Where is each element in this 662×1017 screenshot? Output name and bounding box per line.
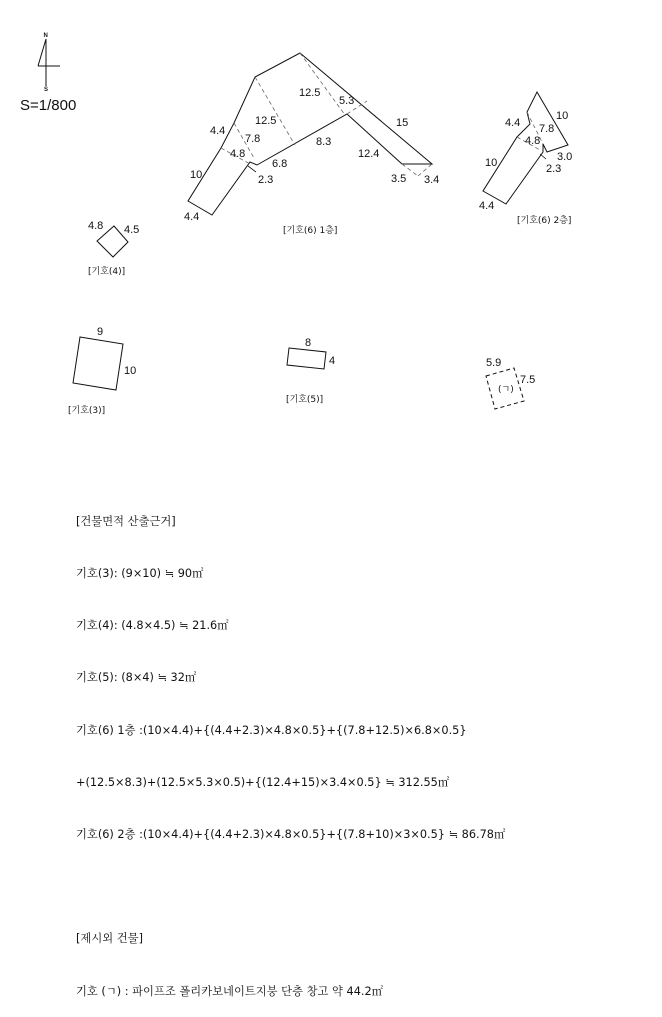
area-calculation-notes (76, 478, 505, 1017)
building-5 (286, 337, 335, 405)
dim-label: 10 (124, 365, 137, 377)
dim-label: 10 (190, 169, 203, 181)
notes-title-area-basis: [건물면적 산출근거] (76, 514, 176, 528)
dim-label: 4.8 (230, 148, 246, 160)
compass-north: N (43, 33, 48, 39)
building-6-floor2 (479, 92, 572, 226)
note-line: 기호(3): (9×10) ≒ 90㎡ (76, 567, 204, 581)
scale-label: S=1/800 (20, 97, 77, 114)
dim-label: 12.5 (255, 115, 277, 127)
note-line: 기호(4): (4.8×4.5) ≒ 21.6㎡ (76, 619, 229, 633)
dim-label: 3.5 (391, 173, 407, 185)
dim-label: 7.5 (520, 374, 536, 386)
building-3-label: [기호(3)] (68, 406, 106, 416)
dim-label: 10 (556, 110, 569, 122)
dim-label: 10 (485, 157, 498, 169)
north-arrow-icon (38, 39, 60, 86)
dim-label: 4.5 (124, 224, 140, 236)
dim-label: 2.3 (546, 163, 562, 175)
dim-label: 2.3 (258, 174, 274, 186)
dim-label: 12.4 (358, 148, 380, 160)
dim-label: 5.3 (339, 95, 355, 107)
dim-label: 3.4 (424, 174, 440, 186)
dim-label: 4.4 (479, 200, 495, 212)
note-line: 기호(6) 1층 :(10×4.4)+{(4.4+2.3)×4.8×0.5}+{(7.8+12.5)×6.8×0.5} (76, 723, 467, 737)
dim-label: 4.8 (88, 220, 104, 232)
dim-label: 4.4 (505, 117, 521, 129)
spacer (76, 878, 505, 895)
dim-label: 6.8 (272, 158, 288, 170)
building-4 (88, 220, 139, 277)
note-line: +(12.5×8.3)+(12.5×5.3×0.5)+{(12.4+15)×3.4×0.5} ≒ 312.55㎡ (76, 775, 450, 789)
dim-label: 4.8 (525, 135, 541, 147)
dim-label: 4 (329, 355, 336, 367)
dim-label: 15 (396, 117, 409, 129)
note-line: 기호(5): (8×4) ≒ 32㎡ (76, 671, 197, 685)
dim-label: 4.4 (210, 125, 226, 137)
site-plan-drawing (0, 0, 662, 470)
dim-label: 9 (97, 326, 104, 338)
building-5-label: [기호(5)] (286, 395, 324, 405)
dim-label: 12.5 (299, 87, 321, 99)
dim-label: 3.0 (557, 151, 573, 163)
dim-label: 8.3 (316, 136, 332, 148)
compass-south: S (44, 87, 49, 93)
dim-label: 4.4 (184, 211, 200, 223)
building-6-floor2-label: [기호(6) 2층] (517, 216, 572, 226)
excluded-building-label: (ㄱ) (498, 385, 514, 395)
building-4-label: [기호(4)] (88, 267, 126, 277)
note-line: 기호(6) 2층 :(10×4.4)+{(4.4+2.3)×4.8×0.5}+{(7.8+10)×3×0.5} ≒ 86.78㎡ (76, 828, 506, 842)
excluded-building-g (486, 357, 535, 409)
building-6-floor1-label: [기호(6) 1층] (283, 226, 338, 236)
dim-label: 7.8 (539, 123, 555, 135)
building-3 (68, 326, 136, 416)
notes-title-excluded: [제시외 건물] (76, 932, 143, 946)
dim-label: 7.8 (245, 133, 261, 145)
building-6-floor1 (184, 53, 439, 236)
note-line-excluded: 기호 (ㄱ) : 파이프조 폴리카보네이트지붕 단층 창고 약 44.2㎡ (76, 984, 383, 998)
dim-label: 8 (305, 337, 312, 349)
dim-label: 5.9 (486, 357, 502, 369)
